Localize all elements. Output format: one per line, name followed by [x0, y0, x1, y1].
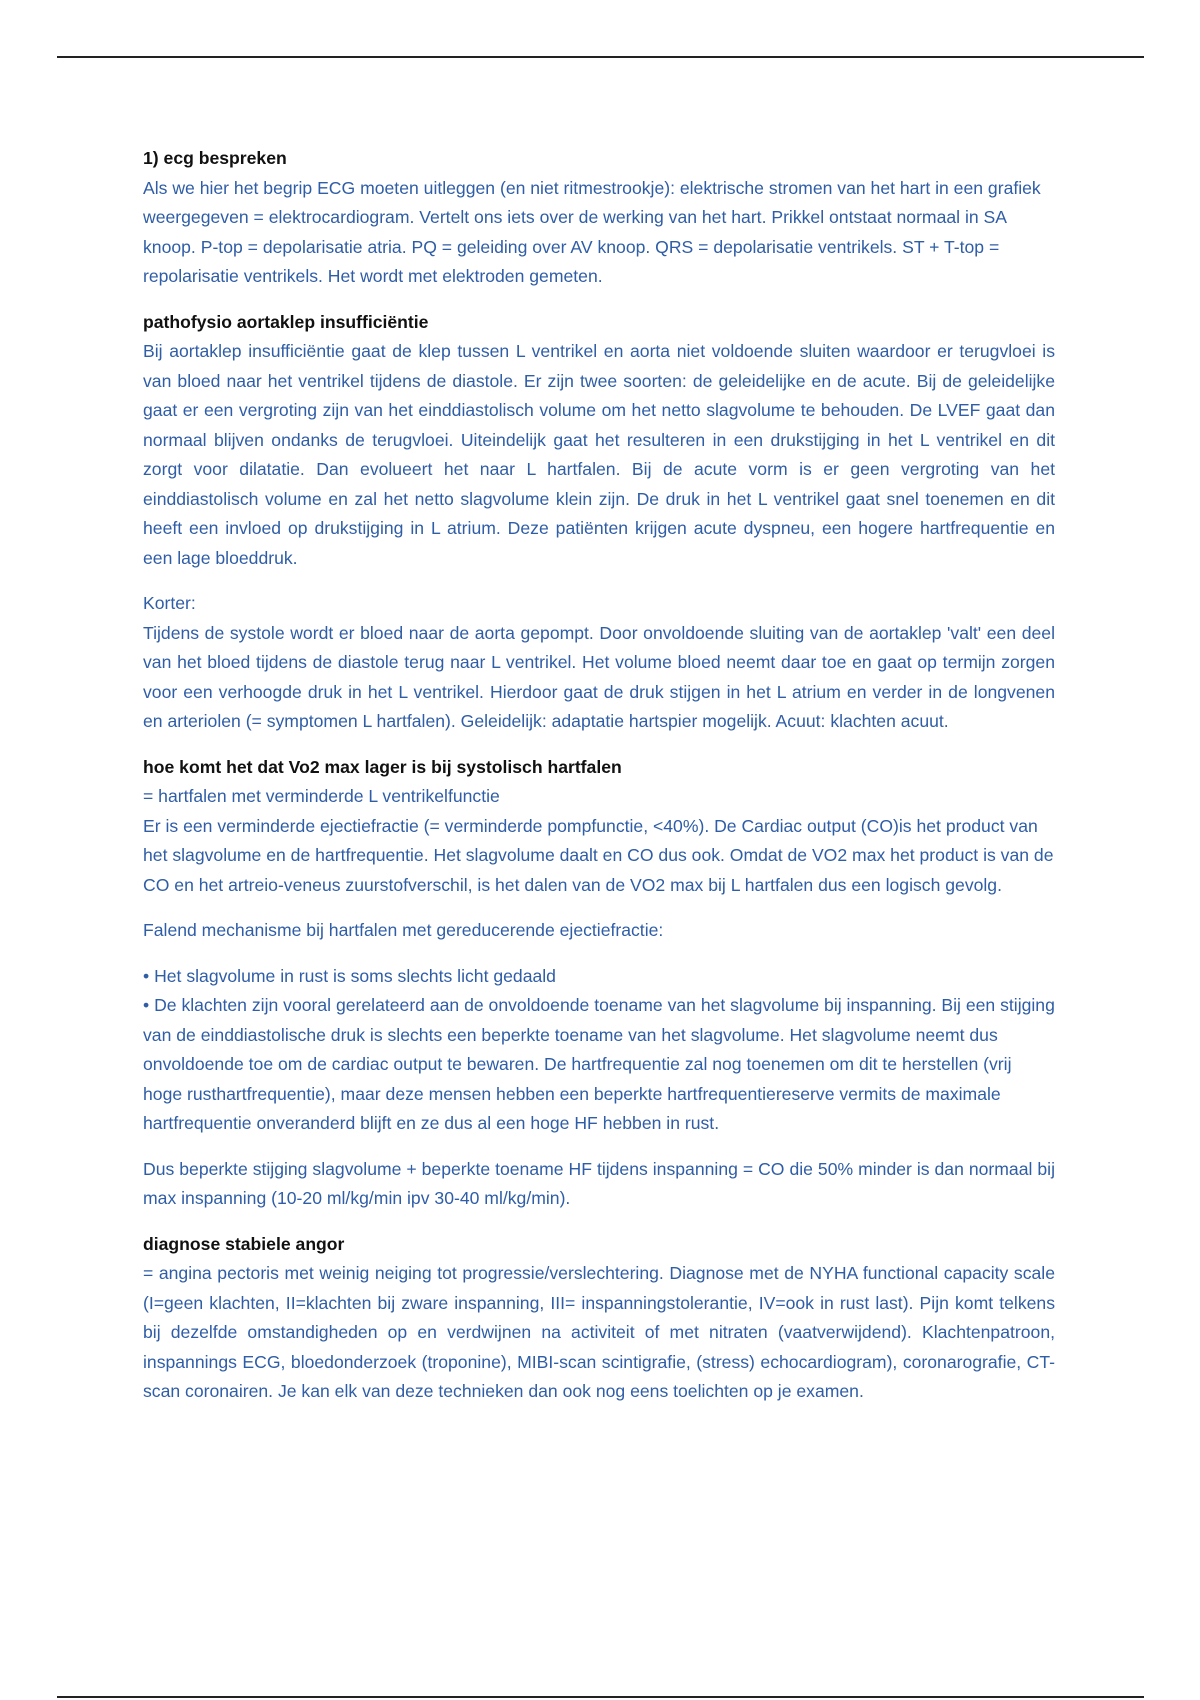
document-body — [143, 144, 1055, 1423]
footer-rule — [57, 1696, 1144, 1698]
vo2max-definition: = hartfalen met verminderde L ventrikelfunctie — [143, 786, 500, 806]
header-rule — [57, 56, 1144, 58]
aortaklep-summary-paragraph: Tijdens de systole wordt er bloed naar de aorta gepompt. Door onvoldoende sluiting van de aortaklep 'valt' een deel van het bloed tijdens de diastole terug naar L ventrikel. Het volume bloed neemt daar toe en gaat op termijn zorgen voor een verhoogde druk in het L ventrikel. Hierdoor gaat de druk stijgen in het L atrium en verder in de longvenen en arteriolen (= symptomen L hartfalen). Geleidelijk: adaptatie hartspier mogelijk. Acuut: klachten acuut. — [143, 622, 1055, 731]
falend-mechanisme-list — [143, 962, 1055, 1139]
vo2max-paragraph: Er is een verminderde ejectiefractie (= verminderde pompfunctie, <40%). De Cardiac output (CO)is het product van het slagvolume en de hartfrequentie. Het slagvolume daalt en CO dus ook. Omdat de VO2 max het product is van de CO en het artreio-veneus zuurstofverschil, is het dalen van de VO2 max bij L hartfalen dus een logisch gevolg. — [143, 815, 1054, 895]
angor-paragraph: = angina pectoris met weinig neiging tot progressie/verslechtering. Diagnose met de NYHA functional capacity scale (I=geen klachten, II=klachten bij zware inspanning, III= inspanningstolerantie, IV=ook in rust last). Pijn komt telkens bij dezelfde omstandigheden op en verdwijnen na activiteit of met nitraten (vaatverwijdend). Klachtenpatroon, inspannings ECG, bloedonderzoek (troponine), MIBI-scan scintigrafie, (stress) echocardiogram), coronarografie, CT-scan coronairen. Je kan elk van deze technieken dan ook nog eens toelichten op je examen. — [143, 1263, 1055, 1401]
section-heading-aortaklep: pathofysio aortaklep insufficiëntie — [143, 311, 429, 332]
section-heading-ecg: 1) ecg bespreken — [143, 148, 287, 168]
aortaklep-paragraph: Bij aortaklep insufficiëntie gaat de klep tussen L ventrikel en aorta niet voldoende sluiten waardoor er terugvloei is van bloed naar het ventrikel tijdens de diastole. Er zijn twee soorten: de geleidelijke en de acute. Bij de geleidelijke gaat er een vergroting zijn van het einddiastolisch volume om het netto slagvolume te behouden. De LVEF gaat dan normaal blijven ondanks de terugvloei. Uiteindelijk gaat het resulteren in een drukstijging in het L ventrikel en dit zorgt voor dilatatie. Dan evolueert het naar L hartfalen. Bij de acute vorm is er geen vergroting van het einddiastolisch volume en zal het netto slagvolume klein zijn. De druk in het L ventrikel gaat snel toenemen en dit heeft een invloed op drukstijging in L atrium. Deze patiënten krijgen acute dyspneu, een hogere hartfrequentie en een lage bloeddruk. — [143, 341, 1055, 568]
korter-label: Korter: — [143, 593, 196, 613]
section-heading-vo2max: hoe komt het dat Vo2 max lager is bij systolisch hartfalen — [143, 756, 622, 777]
ecg-paragraph: Als we hier het begrip ECG moeten uitleggen (en niet ritmestrookje): elektrische stromen van het hart in een grafiek weergegeven = elektrocardiogram. Vertelt ons iets over de werking van het hart. Prikkel ontstaat normaal in SA knoop. P-top = depolarisatie atria. PQ = geleiding over AV knoop. QRS = depolarisatie ventrikels. ST + T-top = repolarisatie ventrikels. Het wordt met elektroden gemeten. — [143, 177, 1041, 286]
list-item: • De klachten zijn vooral gerelateerd aan de onvoldoende toename van het slagvolume bij inspanning. Bij een stijging van de einddiastolische druk is slechts een beperkte toename van het slagvolume. Het slagvolume neemt dus onvoldoende toe om de cardiac output te bewaren. De hartfrequentie zal nog toenemen om dit te herstellen (vrij hoge rusthartfrequentie), maar deze mensen hebben een beperkte hartfrequentiereserve vermits de maximale hartfrequentie onveranderd blijft en ze dus al een hoge HF hebben in rust. — [143, 991, 1055, 1139]
list-item: • Het slagvolume in rust is soms slechts licht gedaald — [143, 962, 1055, 992]
section-heading-angor: diagnose stabiele angor — [143, 1233, 345, 1254]
falend-mechanisme-intro: Falend mechanisme bij hartfalen met gereducerende ejectiefractie: — [143, 920, 664, 940]
vo2max-conclusion: Dus beperkte stijging slagvolume + beperkte toename HF tijdens inspanning = CO die 50% minder is dan normaal bij max inspanning (10-20 ml/kg/min ipv 30-40 ml/kg/min). — [143, 1158, 1055, 1208]
